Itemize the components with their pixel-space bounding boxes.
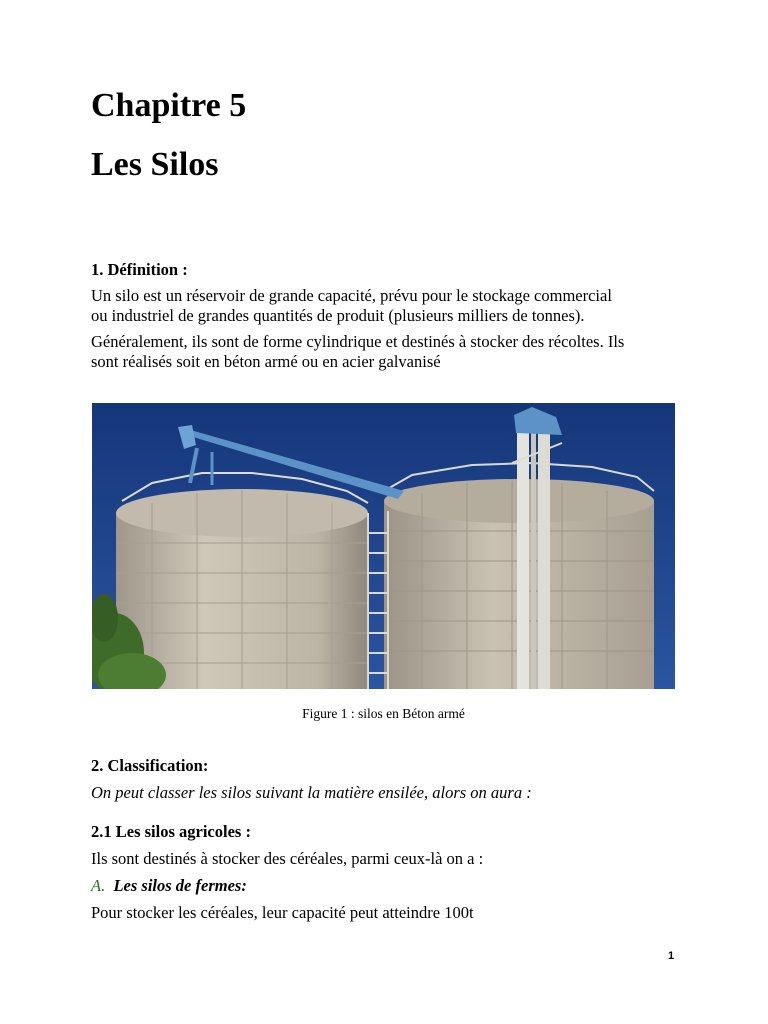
subsection-heading-agricultural: 2.1 Les silos agricoles : [91, 822, 251, 841]
classification-intro: On peut classer les silos suivant la matière ensilée, alors on aura : [91, 783, 532, 802]
figure-caption: Figure 1 : silos en Béton armé [302, 706, 465, 721]
agricultural-text: Ils sont destinés à stocker des céréales, parmi ceux-là on a : [91, 849, 484, 868]
description-paragraph-line-1: Généralement, ils sont de forme cylindrique et destinés à stocker des récoltes. Ils [91, 332, 625, 351]
list-item-a-text: Pour stocker les céréales, leur capacité peut atteindre 100t [91, 903, 474, 922]
page-number: 1 [668, 950, 675, 962]
list-item-a [91, 876, 247, 896]
left-silo [116, 473, 368, 689]
list-item-a-letter: A. [91, 876, 106, 895]
definition-paragraph-line-2: ou industriel de grandes quantités de produit (plusieurs milliers de tonnes). [91, 306, 585, 325]
definition-paragraph-line-1: Un silo est un réservoir de grande capacité, prévu pour le stockage commercial [91, 286, 612, 305]
chapter-title: Les Silos [91, 146, 219, 183]
chapter-number-title: Chapitre 5 [91, 87, 247, 124]
list-item-a-title: Les silos de fermes: [113, 876, 247, 895]
silo-photo [92, 403, 675, 689]
section-heading-definition: 1. Définition : [91, 260, 188, 279]
description-paragraph-line-2: sont réalisés soit en béton armé ou en acier galvanisé [91, 352, 441, 371]
section-heading-classification: 2. Classification: [91, 756, 209, 775]
